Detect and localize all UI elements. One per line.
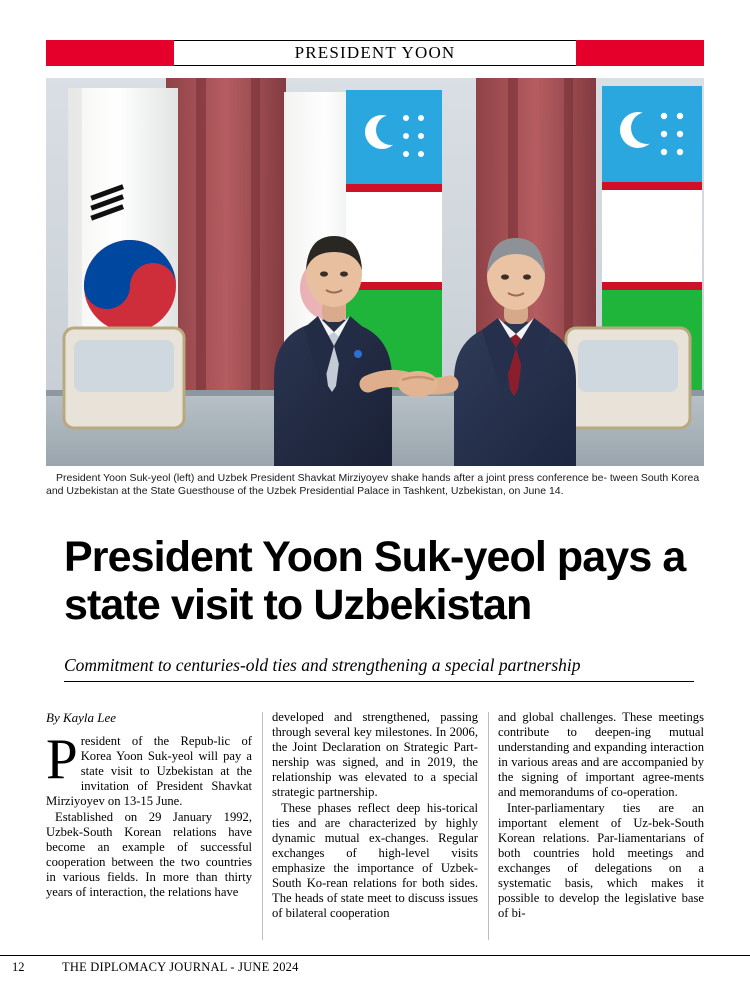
paragraph — [46, 728, 252, 809]
paragraph: Inter-parliamentary ties are an important element of Uz-bek-South Korean relations. Par-liamentarians of both countries hold meetings and exchanges of delegations on a systematic basis, which makes it possible to develop the legislative base of bi- — [498, 800, 704, 921]
masthead — [46, 40, 704, 66]
paragraph: developed and strengthened, passing through several key milestones. In 2006, the Joint Declaration on Strategic Part-nership was signed, and in 2019, the relationship was elevated to a special strategic partnership. — [272, 710, 478, 800]
body-column-1 — [46, 710, 252, 940]
photo-caption-line-1: President Yoon Suk-yeol (left) and Uzbek President Shavkat Mirziyoyev shake hands after a joint press conference be- — [56, 472, 607, 484]
photo-illustration — [46, 78, 704, 466]
paragraph: and global challenges. These meetings contribute to deepen-ing mutual understanding and expanding interaction in various areas and are accompanied by the signing of important agree-ments and memorandums of co-operation. — [498, 710, 704, 800]
article-body — [46, 710, 704, 940]
page-number: 12 — [12, 960, 25, 974]
body-column-3 — [498, 710, 704, 940]
body-column-2 — [272, 710, 478, 940]
footer-publication: THE DIPLOMACY JOURNAL - JUNE 2024 — [62, 960, 299, 974]
article-byline: By Kayla Lee — [46, 710, 117, 725]
masthead-title-container — [174, 40, 576, 66]
photo-caption-line-2: tween South Korea and Uzbekistan at the State Guesthouse of the Uzbek Presidential Palace in Tashkent, Uzbekistan, on — [46, 472, 700, 497]
article-photo — [46, 78, 704, 466]
paragraph: These phases reflect deep his-torical ties and are characterized by highly dynamic mutual ex-changes. Regular exchanges of high-level visits emphasize the importance of Uzbek-South Ko-rean relations for both sides. The heads of state meet to discuss issues of bilateral cooperation — [272, 800, 478, 921]
photo-caption-line-3: June 14. — [523, 485, 564, 497]
article-subhead: Commitment to centuries-old ties and strengthening a special partnership — [64, 655, 694, 682]
article-headline: President Yoon Suk-yeol pays a state visit to Uzbekistan — [64, 533, 686, 629]
photo-caption — [46, 472, 704, 498]
masthead-left-bar — [46, 40, 174, 66]
masthead-right-bar — [576, 40, 704, 66]
drop-cap: P — [46, 728, 78, 792]
paragraph: Established on 29 January 1992, Uzbek-South Korean relations have become an example of successful cooperation between the two countries in various fields. In more than thirty years of interaction, the relations have — [46, 809, 252, 900]
paragraph-text: resident of the Repub-lic of Korea Yoon Suk-yeol will pay a state visit to Uzbekistan at the invitation of President Shavkat Mirziyoyev on 13-15 June. — [46, 734, 252, 809]
masthead-title: PRESIDENT YOON — [294, 43, 456, 62]
